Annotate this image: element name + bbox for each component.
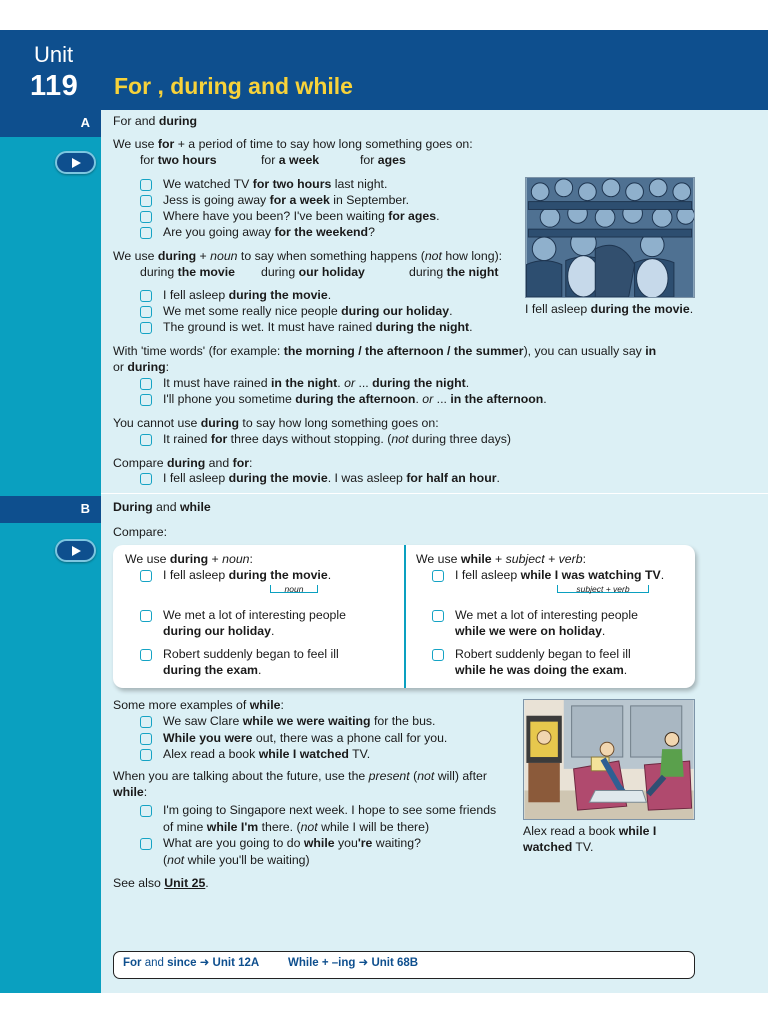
- example-sentence: It must have rained in the night. or ... during the night.: [138, 376, 469, 391]
- play-audio-button-b[interactable]: [55, 539, 96, 562]
- example-sentence: The ground is wet. It must have rained during the night.: [138, 320, 473, 335]
- noun-bracket: noun: [270, 585, 318, 593]
- compare-label: Compare:: [113, 525, 167, 539]
- for-example-2: for a week: [261, 153, 320, 167]
- page-title: For , during and while: [114, 73, 353, 99]
- example-sentence: It rained for three days without stopping. (not during three days): [138, 432, 511, 447]
- example-sentence-cont: while we were on holiday.: [455, 624, 606, 638]
- unit-25-link[interactable]: Unit 25: [164, 876, 206, 890]
- example-sentence-cont: during our holiday.: [163, 624, 275, 638]
- future-note-line2: while:: [113, 785, 148, 799]
- section-a-heading: For and during: [113, 114, 198, 128]
- example-sentence: What are you going to do while you're waiting?: [138, 836, 421, 851]
- example-sentence: I fell asleep during the movie.: [138, 288, 331, 303]
- example-sentence-cont: while he was doing the exam.: [455, 663, 628, 677]
- cinema-illustration: [525, 177, 695, 298]
- time-words-note-line2: or during:: [113, 360, 170, 374]
- while-rule: We use while + subject + verb:: [416, 552, 586, 566]
- illustration-caption-living-room-line2: watched TV.: [523, 840, 594, 854]
- cross-ref-unit-12a[interactable]: For and since ➜ Unit 12A: [123, 957, 260, 969]
- section-b-heading: During and while: [113, 500, 211, 514]
- illustration-caption-living-room: Alex read a book while I: [523, 824, 657, 838]
- section-a-tab: A: [0, 110, 101, 137]
- during-intro: We use during + noun to say when something happens (not how long):: [113, 249, 503, 263]
- example-sentence: Robert suddenly began to feel ill: [138, 647, 339, 662]
- section-divider: [101, 493, 768, 494]
- more-examples-label: Some more examples of while:: [113, 698, 284, 712]
- example-sentence: We watched TV for two hours last night.: [138, 177, 387, 192]
- unit-label: Unit: [34, 42, 74, 67]
- illustration-caption-cinema: I fell asleep during the movie.: [525, 302, 694, 316]
- example-sentence-cont: of mine while I'm there. (not while I will be there): [163, 820, 430, 834]
- living-room-illustration: [523, 699, 695, 820]
- comparison-divider: [404, 545, 406, 688]
- example-sentence-cont: (not while you'll be waiting): [163, 853, 310, 867]
- example-sentence: Are you going away for the weekend?: [138, 225, 375, 240]
- for-example-3: for ages: [360, 153, 406, 167]
- example-sentence: We met a lot of interesting people: [138, 608, 346, 623]
- for-example-1: for two hours: [140, 153, 217, 167]
- during-example-1: during the movie: [140, 265, 236, 279]
- compare-note: Compare during and for:: [113, 456, 253, 470]
- example-sentence: Where have you been? I've been waiting for ages.: [138, 209, 439, 224]
- example-sentence: I'll phone you sometime during the afternoon. or ... in the afternoon.: [138, 392, 547, 407]
- example-sentence: I'm going to Singapore next week. I hope to see some friends: [138, 803, 496, 818]
- cannot-use-note: You cannot use during to say how long something goes on:: [113, 416, 439, 430]
- future-note: When you are talking about the future, use the present (not will) after: [113, 769, 487, 783]
- example-sentence: While you were out, there was a phone call for you.: [138, 731, 447, 746]
- cross-ref-unit-68b[interactable]: While + –ing ➜ Unit 68B: [288, 957, 419, 969]
- example-sentence: I fell asleep during the movie.: [138, 568, 331, 583]
- example-sentence: We met a lot of interesting people: [430, 608, 638, 623]
- during-rule: We use during + noun:: [125, 552, 253, 566]
- example-sentence-cont: during the exam.: [163, 663, 262, 677]
- example-sentence: Alex read a book while I watched TV.: [138, 747, 370, 762]
- example-sentence: Jess is going away for a week in September.: [138, 193, 409, 208]
- example-sentence: I fell asleep while I was watching TV.: [430, 568, 664, 583]
- unit-number: 119: [30, 70, 79, 102]
- play-audio-button-a[interactable]: [55, 151, 96, 174]
- example-sentence: We saw Clare while we were waiting for the bus.: [138, 714, 435, 729]
- example-sentence: We met some really nice people during our holiday.: [138, 304, 453, 319]
- example-sentence: I fell asleep during the movie. I was asleep for half an hour.: [138, 471, 500, 486]
- section-b-tab: B: [0, 496, 101, 523]
- subject-verb-bracket: subject + verb: [557, 585, 649, 593]
- for-intro: We use for + a period of time to say how long something goes on:: [113, 137, 473, 151]
- example-sentence: Robert suddenly began to feel ill: [430, 647, 631, 662]
- time-words-note: With 'time words' (for example: the morning / the afternoon / the summer), you can usually say in: [113, 344, 657, 358]
- see-also: See also Unit 25.: [113, 876, 209, 890]
- during-example-2: during our holiday: [261, 265, 365, 279]
- during-example-3: during the night: [409, 265, 499, 279]
